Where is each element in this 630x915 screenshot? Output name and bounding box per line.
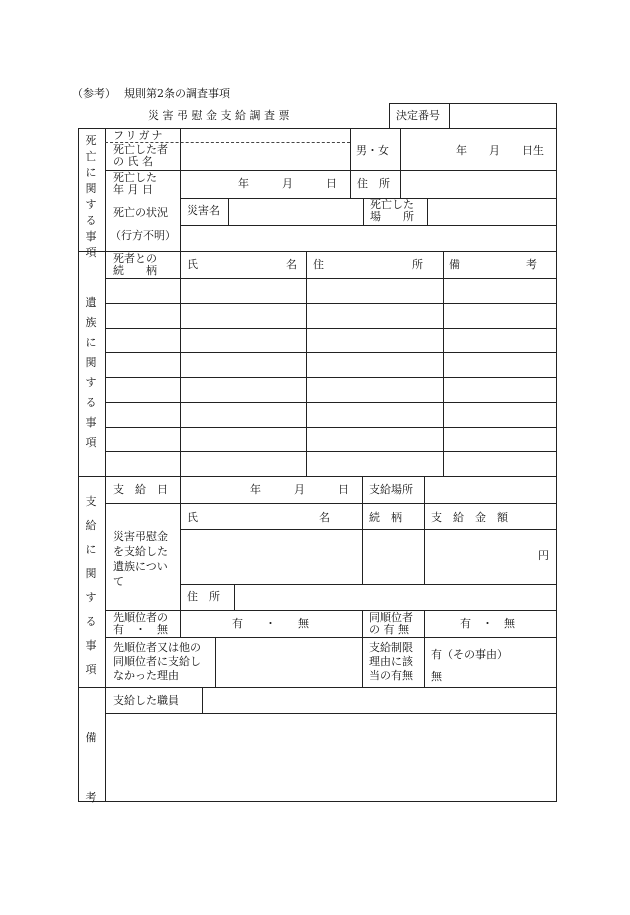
same-rank-label: 同順位者 の 有 無 bbox=[369, 611, 413, 636]
death-section-label: 死 亡 に 関 す る 事 項 bbox=[85, 134, 97, 259]
reference-label: （参考） bbox=[72, 87, 116, 100]
payment-section-label: 支 給 に 関 す る 事 項 bbox=[85, 495, 97, 676]
death-status-label: 死亡の状況 bbox=[113, 206, 168, 219]
birth-date-field[interactable]: 年 月 日生 bbox=[456, 144, 544, 157]
restriction-label: 支給制限 理由に該 当の有無 bbox=[369, 641, 413, 682]
deceased-name-label: 死亡した者 の 氏 名 bbox=[113, 143, 168, 168]
bereaved-note-header: 備 考 bbox=[449, 258, 537, 271]
deceased-address-label: 住 所 bbox=[357, 177, 390, 190]
prior-rank-label: 先順位者の 有 ・ 無 bbox=[113, 611, 168, 636]
payment-date-field[interactable]: 年 月 日 bbox=[250, 483, 349, 496]
yen-unit: 円 bbox=[538, 549, 549, 562]
furigana-label: フリガナ bbox=[113, 129, 165, 142]
death-place-label: 死亡した 場 所 bbox=[370, 198, 414, 223]
death-date-field[interactable]: 年 月 日 bbox=[238, 177, 337, 190]
payment-date-label: 支 給 日 bbox=[113, 483, 168, 496]
decision-number-label: 決定番号 bbox=[396, 109, 440, 122]
bereaved-section-label: 遺 族 に 関 す る 事 項 bbox=[85, 296, 97, 449]
missing-label: （行方不明） bbox=[110, 229, 176, 242]
same-rank-selector[interactable]: 有 ・ 無 bbox=[460, 617, 515, 630]
sex-selector[interactable]: 男・女 bbox=[356, 144, 389, 157]
recipient-name-header: 氏 名 bbox=[187, 511, 330, 524]
prior-rank-selector[interactable]: 有 ・ 無 bbox=[232, 617, 309, 630]
bereaved-relation-header: 死者との 続 柄 bbox=[113, 252, 157, 277]
recipient-address-label: 住 所 bbox=[187, 590, 220, 603]
bereaved-address-header: 住 所 bbox=[313, 258, 423, 271]
payment-amount-header: 支 給 金 額 bbox=[431, 511, 508, 524]
bereaved-name-header: 氏 名 bbox=[187, 258, 297, 271]
death-date-label: 死亡した 年 月 日 bbox=[113, 171, 157, 196]
recipient-relation-header: 続 柄 bbox=[369, 511, 402, 524]
staff-label: 支給した職員 bbox=[113, 694, 179, 707]
payment-place-label: 支給場所 bbox=[369, 483, 413, 496]
remarks-section-label: 備 考 bbox=[85, 731, 97, 804]
restriction-value[interactable]: 有（その事由） 無 bbox=[431, 648, 508, 683]
rule-label: 規則第2条の調査事項 bbox=[124, 87, 230, 100]
recipient-label: 災害弔慰金 を支給した 遺族につい て bbox=[113, 530, 168, 588]
disaster-name-label: 災害名 bbox=[187, 204, 220, 217]
non-payment-reason-label: 先順位者又は他の 同順位者に支給し なかった理由 bbox=[113, 641, 201, 682]
form-title: 災 害 弔 慰 金 支 給 調 査 票 bbox=[148, 109, 290, 122]
